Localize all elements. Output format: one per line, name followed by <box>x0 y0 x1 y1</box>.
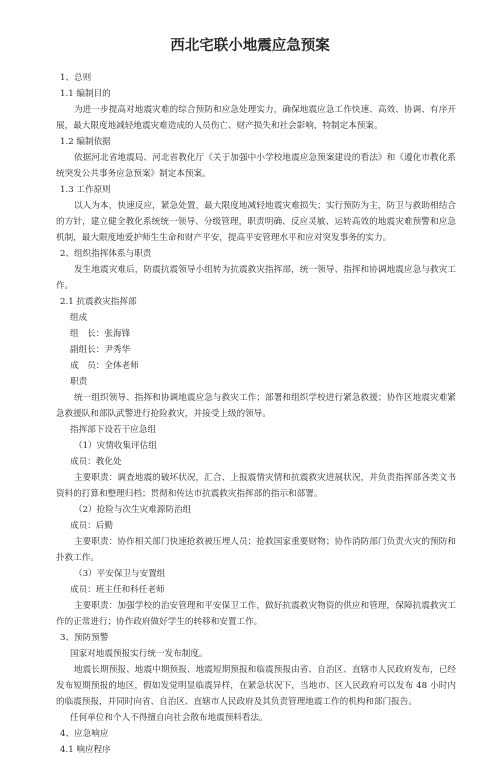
document-line: 组成 <box>70 313 88 323</box>
document-line: 1.1 编制目的 <box>60 89 111 99</box>
document-line: 依据河北省地震局、河北省教化厅《关于加强中小学校地震应急预案建设的看法》和《遵化市教化系统突发公共事务应急预案》制定本预案。 <box>56 153 456 179</box>
document-line: （3）平安保卫与安置组 <box>74 569 166 579</box>
document-line: 成员：教化处 <box>70 457 122 467</box>
document-line: 成 员：全体老师 <box>70 361 139 371</box>
document-line: 指挥部下设若干应急组 <box>70 425 156 435</box>
document-line: 2.1 抗震救灾指挥部 <box>60 297 137 307</box>
document-line: 国家对地震预报实行统一发布制度。 <box>70 649 208 659</box>
document-line: （1）灾情收集评估组 <box>74 441 157 451</box>
document-line: 主要职责：加强学校的治安管理和平安保卫工作，做好抗震救灾物资的供应和管理，保障抗震救灾工作的正常进行；协作政府做好学生的转移和安置工作。 <box>56 601 456 627</box>
document-line: 3、预防预警 <box>60 633 109 643</box>
document-line: 主要职责：协作相关部门快速抢救被压埋人员；抢救国家重要财物；协作消防部门负责火灾的预防和扑救工作。 <box>56 537 456 563</box>
document-line: 以人为本，快速反应，紧急处置，最大限度地减轻地震灾难损失；实行预防为主，防卫与救助相结合的方针，建立健全教化系统统一领导、分级管理，职责明确、反应灵敏、运转高效的地震灾难预警和应急机制，最大限度地爱护师生生命和财产平安，提高平安管理水平和应对突发事务的实力。 <box>56 201 456 243</box>
document-line: 组 长：张海锋 <box>70 329 131 339</box>
document-line: 成员：后勤 <box>70 521 113 531</box>
document-line: （2）抢险与次生灾难源防治组 <box>74 505 192 515</box>
document-title: 西北宅联小地震应急预案 <box>170 38 330 54</box>
document-line: 2、组织指挥体系与职责 <box>60 249 152 259</box>
document-line: 统一组织领导、指挥和协调地震应急与救灾工作；部署和组织学校进行紧急救援；协作区地震灾难紧急救援队和部队武警进行抢险救灾，并接受上级的领导。 <box>56 393 456 419</box>
document-line: 1、总则 <box>60 73 92 83</box>
document-line: 任何单位和个人不得擅自向社会散布地震预料看法。 <box>70 713 268 723</box>
document-line: 成员：班主任和科任老师 <box>70 585 165 595</box>
document-line: 1.3 工作原则 <box>60 185 111 195</box>
document-line: 1.2 编制依据 <box>60 137 111 147</box>
document-line: 发生地震灾难后，防震抗震领导小组转为抗震救灾指挥部，统一领导、指挥和协调地震应急与救灾工作。 <box>56 265 456 291</box>
document-line: 4、应急响应 <box>60 729 109 739</box>
document-line: 副组长：尹秀华 <box>70 345 131 355</box>
document-line: 主要职责：调查地震的破坏状况，汇合、上报震情灾情和抗震救灾进展状况，并负责指挥部各类文书资料的打算和整理归档；贯彻和传达市抗震救灾指挥部的指示和部署。 <box>56 473 456 499</box>
document-line: 地震长期预报、地震中期预报、地震短期预报和临震预报由省、自治区、直辖市人民政府发布，已经发布短期预报的地区，假如发觉明显临震异样，在紧急状况下，当地市、区人民政府可以发布 48 小时内的临震预报，并同时向省、自治区、直辖市人民政府及其负责管理地震工作的机构和部门报告。 <box>56 665 456 707</box>
document-line: 职责 <box>70 377 88 387</box>
document-body <box>56 70 456 758</box>
document-line: 为进一步提高对地震灾难的综合预防和应急处理实力，确保地震应急工作快速、高效、协调、有序开展，最大限度地减轻地震灾难造成的人员伤亡、财产损失和社会影响，特制定本预案。 <box>56 105 456 131</box>
document-line: 4.1 响应程序 <box>60 745 111 755</box>
